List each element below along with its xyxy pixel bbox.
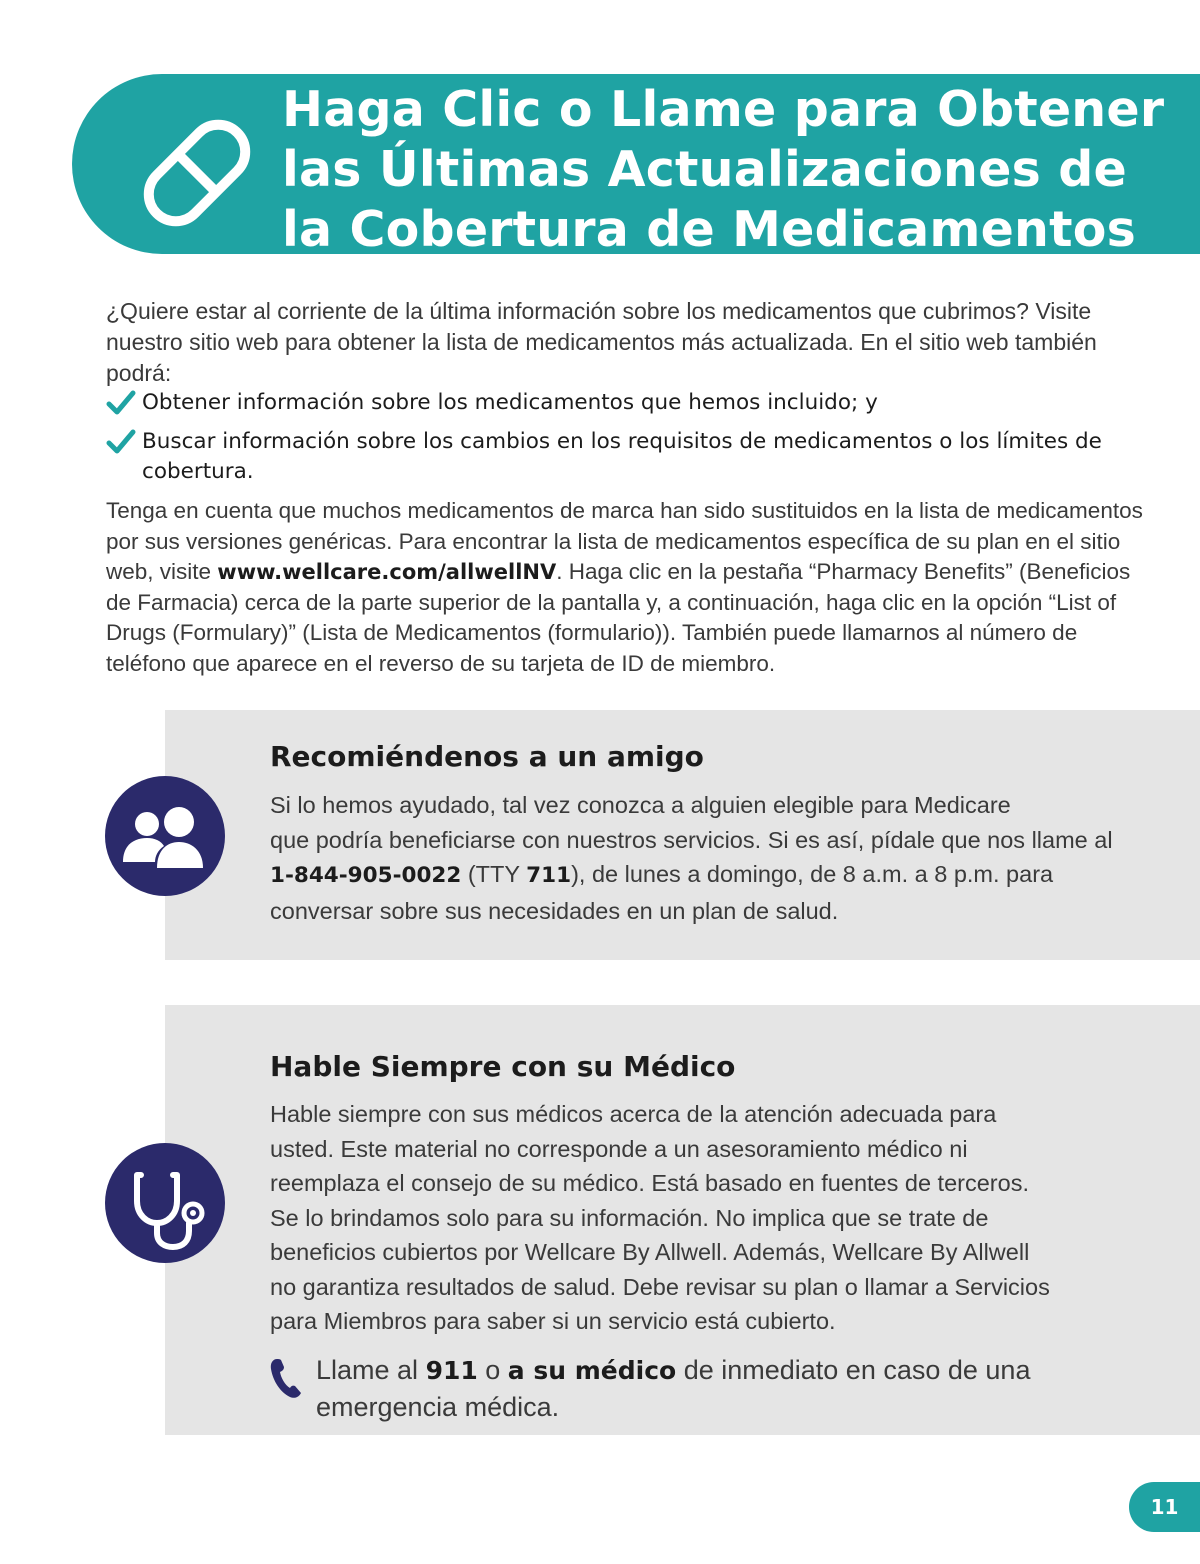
doctor-text: Hable siempre con sus médicos acerca de la atención adecuada para usted. Este material no corresponde a un asesoramiento médico ni reemplaza el consejo de su médico. Está basado en fuentes de terceros. Se lo brindamos solo para su información. No implica que se trate de beneficios cubiertos por Wellcare By Allwell. Además, Wellcare By Allwell no garantiza resultados de salud. Debe revisar su plan o llamar a Servicios para Miembros para saber si un servicio está cubierto.: [270, 1101, 1050, 1334]
phone-icon: [268, 1356, 304, 1400]
people-circle: [105, 776, 225, 896]
refer-text: Si lo hemos ayudado, tal vez conozca a alguien elegible para Medicare que podría beneficiarse con nuestros servicios. Si es así, pídale que nos llame al 1-844-905-0022 (TTY 711), de lunes a domingo, de 8 a.m. a 8 p.m. para conversar sobre sus necesidades en un plan de salud.: [270, 792, 1113, 924]
list-item: Obtener información sobre los medicamentos que hemos incluido; y: [106, 388, 1146, 418]
body-paragraph: Tenga en cuenta que muchos medicamentos de marca han sido sustituidos en la lista de medicamentos por sus versiones genéricas. Para encontrar la lista de medicamentos específica de su plan en el sitio web, visite www.wellcare.com/allwellNV. Haga clic en la pestaña “Pharmacy Benefits” (Beneficios de Farmacia) cerca de la parte superior de la pantalla y, a continuación, haga clic en la opción “List of Drugs (Formulary)” (Lista de Medicamentos (formulario)). También puede llamarnos al número de teléfono que aparece en el reverso de su tarjeta de ID de miembro.: [106, 498, 1143, 676]
emergency-number[interactable]: 911: [425, 1356, 478, 1385]
checkmark-icon: [106, 429, 136, 455]
page-number: 11: [1129, 1482, 1200, 1532]
doctor-title: Hable Siempre con su Médico: [270, 1050, 736, 1083]
stethoscope-icon: [105, 1143, 225, 1263]
header-banner: [72, 74, 1200, 258]
pill-capsule-icon: [132, 108, 262, 238]
list-item: Buscar información sobre los cambios en los requisitos de medicamentos o los límites de cobertura.: [106, 427, 1146, 487]
checkmark-icon: [106, 390, 136, 416]
checklist: [106, 388, 1146, 496]
tty-number[interactable]: 711: [526, 863, 572, 888]
page-title: Haga Clic o Llame para Obtener las Últimas Actualizaciones de la Cobertura de Medicamentos: [282, 81, 1165, 258]
website-link[interactable]: www.wellcare.com/allwellNV: [217, 560, 557, 584]
emergency-notice: Llame al 911 o a su médico de inmediato en caso de una emergencia médica.: [316, 1355, 1031, 1422]
people-icon: [105, 776, 225, 896]
stethoscope-circle: [105, 1143, 225, 1263]
intro-paragraph: ¿Quiere estar al corriente de la última información sobre los medicamentos que cubrimos? Visite nuestro sitio web para obtener la lista de medicamentos más actualizada. En el sitio web también podrá:: [106, 298, 1097, 386]
refer-title: Recomiéndenos a un amigo: [270, 740, 704, 773]
phone-number[interactable]: 1-844-905-0022: [270, 863, 462, 888]
